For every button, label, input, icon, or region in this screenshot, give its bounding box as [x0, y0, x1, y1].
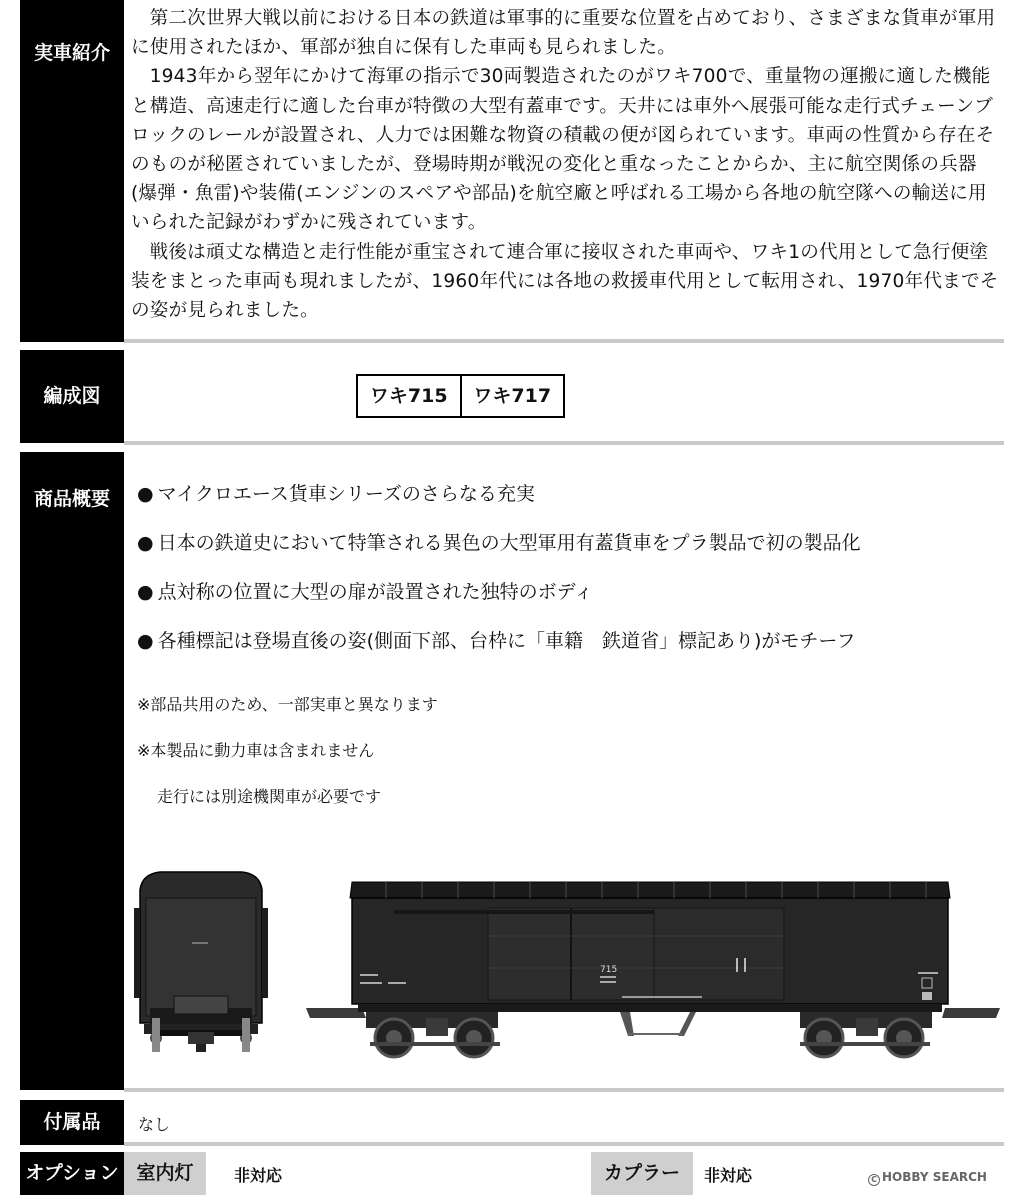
- intro-section-label: 実車紹介: [20, 0, 124, 342]
- feature-list: [137, 481, 861, 677]
- watermark: [868, 1170, 987, 1186]
- intro-paragraph: 第二次世界大戦以前における日本の鉄道は軍事的に重要な位置を占めており、さまざまな貨車が軍用に使用されたほか、軍部が独自に保有した車両も見られました。: [131, 8, 996, 59]
- coupler-value: 非対応: [704, 1166, 753, 1185]
- formation-section-label: 編成図: [20, 350, 124, 443]
- note-text: ※部品共用のため、一部実車と異なります: [137, 695, 438, 714]
- accessories-section-label: 付属品: [20, 1100, 124, 1145]
- car-number-marking: 715: [600, 965, 618, 975]
- section-divider: [124, 1142, 1004, 1146]
- bullet-icon: ●: [137, 532, 154, 554]
- car-end-view: [134, 872, 268, 1052]
- list-item: [137, 628, 861, 677]
- freight-car-illustration: [130, 868, 1010, 1088]
- list-item: [137, 579, 861, 628]
- feature-text: 各種標記は登場直後の姿(側面下部、台枠に「車籍 鉄道省」標記あり)がモチーフ: [157, 630, 856, 652]
- coupler-label: カプラー: [591, 1152, 693, 1195]
- note-text: ※本製品に動力車は含まれません: [137, 741, 375, 760]
- interior-light-value: 非対応: [234, 1166, 283, 1185]
- formation-diagram: [356, 374, 565, 418]
- interior-light-label: 室内灯: [124, 1152, 206, 1195]
- section-divider: [124, 1088, 1004, 1092]
- feature-text: マイクロエース貨車シリーズのさらなる充実: [157, 483, 535, 505]
- feature-text: 点対称の位置に大型の扉が設置された独特のボディ: [157, 581, 594, 603]
- list-item: [137, 530, 861, 579]
- formation-car: ワキ717: [460, 376, 564, 416]
- list-item: [137, 481, 861, 530]
- overview-section-label: 商品概要: [20, 452, 124, 1090]
- bullet-icon: ●: [137, 630, 154, 652]
- copyright-icon: C: [868, 1174, 880, 1186]
- section-divider: [124, 441, 1004, 445]
- feature-text: 日本の鉄道史において特筆される異色の大型軍用有蓋貨車をプラ製品で初の製品化: [157, 532, 861, 554]
- left-bogie: [366, 1012, 500, 1057]
- bullet-icon: ●: [137, 581, 154, 603]
- options-section-label: オプション: [20, 1152, 124, 1195]
- accessories-value: なし: [138, 1115, 171, 1134]
- intro-paragraph: 戦後は頑丈な構造と走行性能が重宝されて連合軍に接収された車両や、ワキ1の代用として急行便塗装をまとった車両も現れましたが、1960年代には各地の救援車代用として転用され、1970年代までその姿が見られました。: [131, 241, 999, 322]
- car-side-view: [306, 882, 1000, 1057]
- intro-text: [131, 4, 1001, 325]
- watermark-text: HOBBY SEARCH: [882, 1170, 987, 1184]
- formation-car: ワキ715: [369, 385, 448, 407]
- right-bogie: [800, 1012, 932, 1057]
- note-text: 走行には別途機関車が必要です: [157, 787, 382, 806]
- intro-paragraph: 1943年から翌年にかけて海軍の指示で30両製造されたのがワキ700で、重量物の運搬に適した機能と構造、高速走行に適した台車が特徴の大型有蓋車です。天井には車外へ展張可能な走行式チェーンブロックのレールが設置され、人力では困難な物資の積載の便が図られています。車両の性質から存在そのものが秘匿されていましたが、登場時期が戦況の変化と重なったことからか、主に航空関係の兵器(爆弾・魚雷)や装備(エンジンのスペアや部品)を航空廠と呼ばれる工場から各地の航空隊への輸送に用いられた記録がわずかに残されています。: [131, 66, 995, 234]
- bullet-icon: ●: [137, 483, 154, 505]
- section-divider: [124, 339, 1004, 343]
